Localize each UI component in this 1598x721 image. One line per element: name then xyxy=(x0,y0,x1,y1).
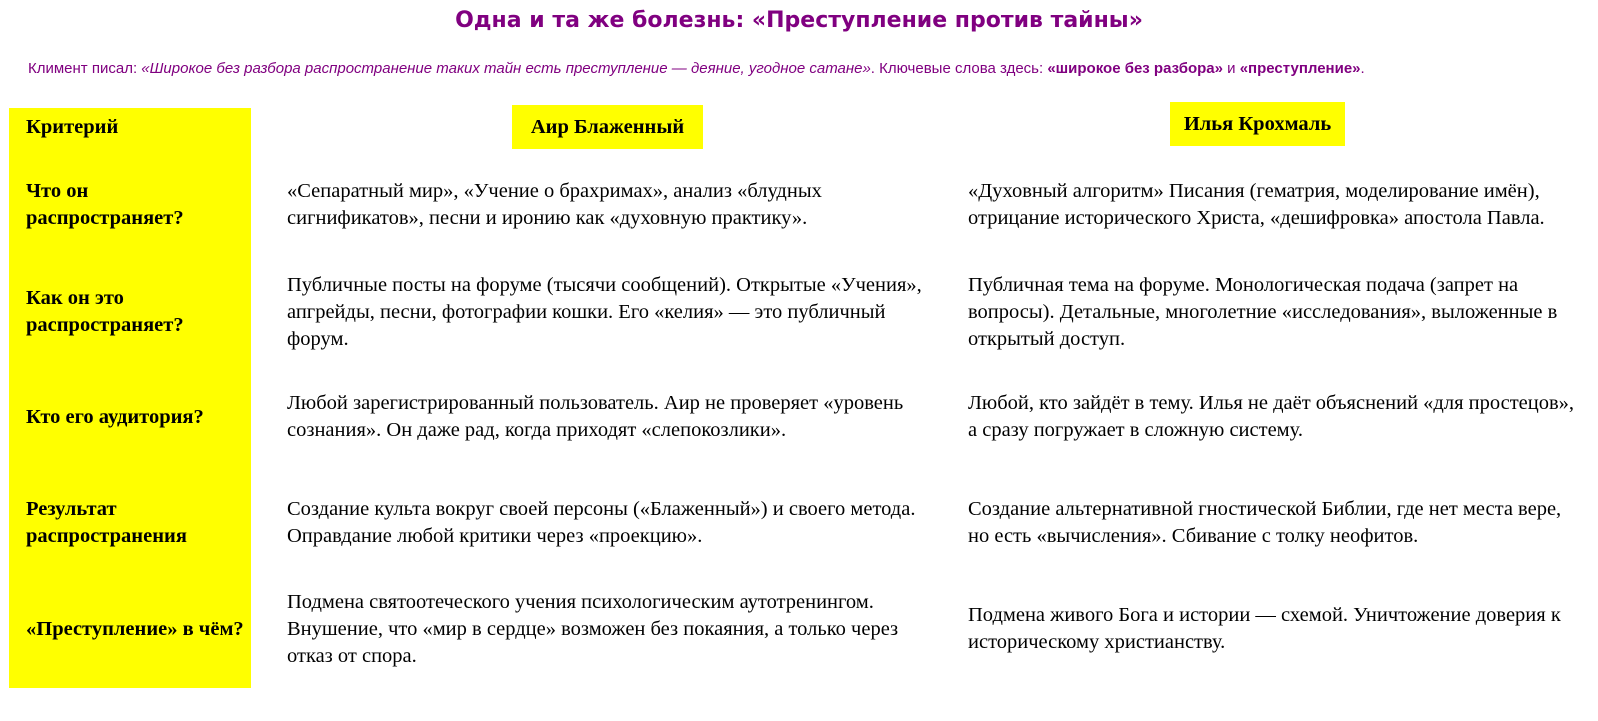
row-3-criterion: Кто его аудитория? xyxy=(26,405,204,428)
intro-prefix: Климент писал: xyxy=(28,60,142,77)
intro-middle: . Ключевые слова здесь: xyxy=(870,60,1048,77)
row-4-criterion: Результат распространения xyxy=(26,498,187,547)
row-4-ilya: Создание альтернативной гностической Библии, где нет места вере, но есть «вычисления». Сбивание с толку неофитов. xyxy=(968,498,1562,547)
intro-keyword-2: «преступление» xyxy=(1239,60,1361,77)
row-2-air: Публичные посты на форуме (тысячи сообщений). Открытые «Учения», апгрейды, песни, фотографии кошки. Его «келия» — это публичный форум. xyxy=(287,273,922,350)
page-title: Одна и та же болезнь: «Преступление против тайны» xyxy=(455,8,1143,33)
row-1-air: «Сепаратный мир», «Учение о брахримах», анализ «блудных сигнификатов», песни и иронию как «духовную практику». xyxy=(287,180,822,229)
intro-and: и xyxy=(1222,60,1240,77)
header-air-blazhenny: Аир Блаженный xyxy=(512,105,703,149)
row-5-air: Подмена святоотеческого учения психологическим аутотренингом. Внушение, что «мир в сердце» возможен без покаяния, а только через отказ от спора. xyxy=(287,590,899,667)
header-ilya-krokhmal: Илья Крохмаль xyxy=(1170,102,1345,146)
row-3-ilya: Любой, кто зайдёт в тему. Илья не даёт объяснений «для простецов», а сразу погружает в сложную систему. xyxy=(968,392,1575,441)
row-2-ilya: Публичная тема на форуме. Монологическая подача (запрет на вопросы). Детальные, многолетние «исследования», выложенные в открытый доступ. xyxy=(968,273,1558,350)
row-1-criterion: Что он распространяет? xyxy=(26,180,184,229)
intro-suffix: . xyxy=(1360,60,1365,77)
row-4-air: Создание культа вокруг своей персоны («Блаженный») и своего метода. Оправдание любой критики через «проекцию». xyxy=(287,498,916,547)
row-5-ilya: Подмена живого Бога и истории — схемой. Уничтожение доверия к историческому христианству. xyxy=(968,604,1561,653)
row-1-ilya: «Духовный алгоритм» Писания (гематрия, моделирование имён), отрицание исторического Христа, «дешифровка» апостола Павла. xyxy=(968,180,1545,229)
row-2-criterion: Как он это распространяет? xyxy=(26,287,184,336)
row-5-criterion: «Преступление» в чём? xyxy=(26,617,244,640)
intro-quote: «Широкое без разбора распространение таких тайн есть преступление — деяние, угодное сатане» xyxy=(141,60,871,77)
row-3-air: Любой зарегистрированный пользователь. Аир не проверяет «уровень сознания». Он даже рад, когда приходят «слепокозлики». xyxy=(287,392,904,441)
intro-keyword-1: «широкое без разбора» xyxy=(1047,60,1223,77)
intro-paragraph xyxy=(28,58,1588,80)
header-criterion: Критерий xyxy=(26,115,119,138)
